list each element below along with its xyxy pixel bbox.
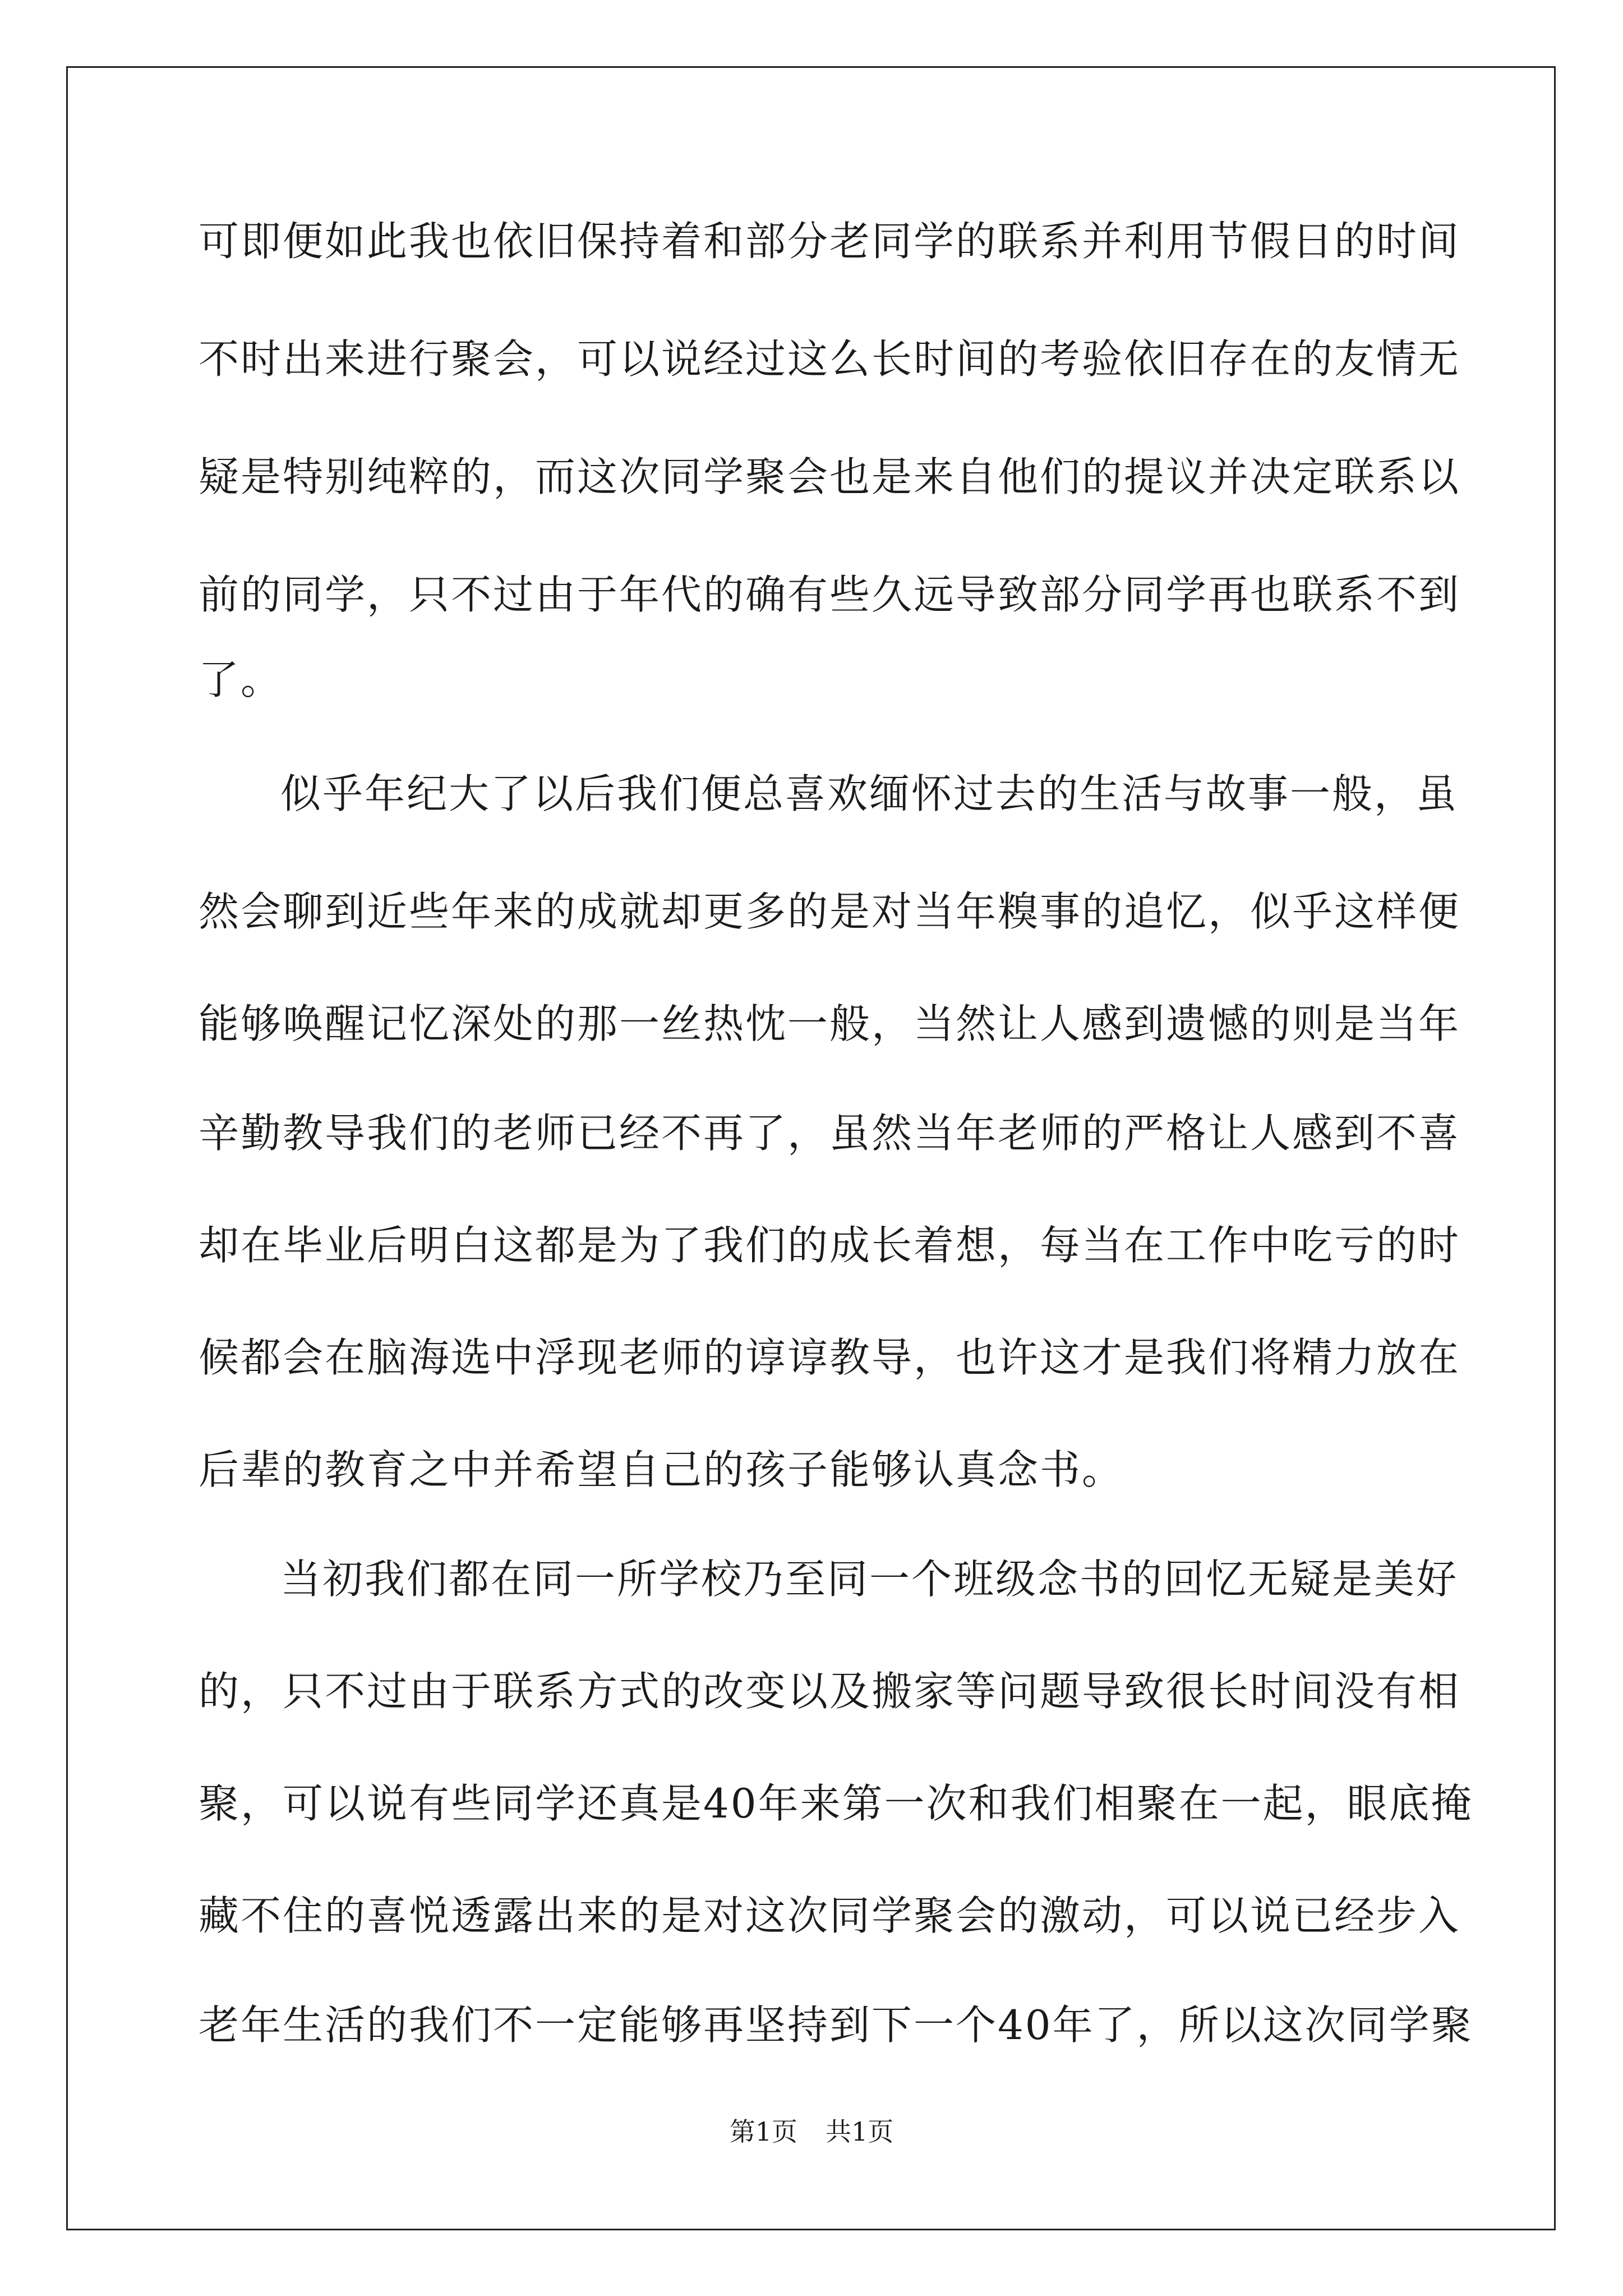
text-line: 辛勤教导我们的老师已经不再了，虽然当年老师的严格让人感到不喜 [199, 1110, 1461, 1157]
text-line: 后辈的教育之中并希望自己的孩子能够认真念书。 [199, 1446, 1124, 1493]
page-number-current: 第1页 [729, 2116, 797, 2147]
page-footer [0, 2115, 1623, 2148]
text-line: 前的同学，只不过由于年代的确有些久远导致部分同学再也联系不到 [199, 571, 1461, 618]
text-line: 然会聊到近些年来的成就却更多的是对当年糗事的追忆，似乎这样便 [199, 888, 1461, 935]
text-line: 可即便如此我也依旧保持着和部分老同学的联系并利用节假日的时间 [199, 218, 1461, 265]
text-line: 疑是特别纯粹的，而这次同学聚会也是来自他们的提议并决定联系以 [199, 453, 1461, 500]
text-line: 候都会在脑海选中浮现老师的谆谆教导，也许这才是我们将精力放在 [199, 1334, 1461, 1381]
text-line: 能够唤醒记忆深处的那一丝热忱一般，当然让人感到遗憾的则是当年 [199, 1000, 1461, 1047]
paragraph-first-line: 似乎年纪大了以后我们便总喜欢缅怀过去的生活与故事一般，虽 [280, 770, 1459, 817]
page-number-total: 共1页 [826, 2116, 894, 2147]
text-line: 的，只不过由于联系方式的改变以及搬家等问题导致很长时间没有相 [199, 1668, 1461, 1715]
text-line: 不时出来进行聚会，可以说经过这么长时间的考验依旧存在的友情无 [199, 335, 1461, 383]
text-line: 老年生活的我们不一定能够再坚持到下一个40年了，所以这次同学聚 [199, 2001, 1473, 2049]
text-line: 藏不住的喜悦透露出来的是对这次同学聚会的激动，可以说已经步入 [199, 1892, 1461, 1939]
text-line: 聚，可以说有些同学还真是40年来第一次和我们相聚在一起，眼底掩 [199, 1780, 1473, 1827]
paragraph-first-line: 当初我们都在同一所学校乃至同一个班级念书的回忆无疑是美好 [280, 1556, 1459, 1603]
text-line: 却在毕业后明白这都是为了我们的成长着想，每当在工作中吃亏的时 [199, 1222, 1461, 1269]
text-line: 了。 [199, 656, 283, 703]
